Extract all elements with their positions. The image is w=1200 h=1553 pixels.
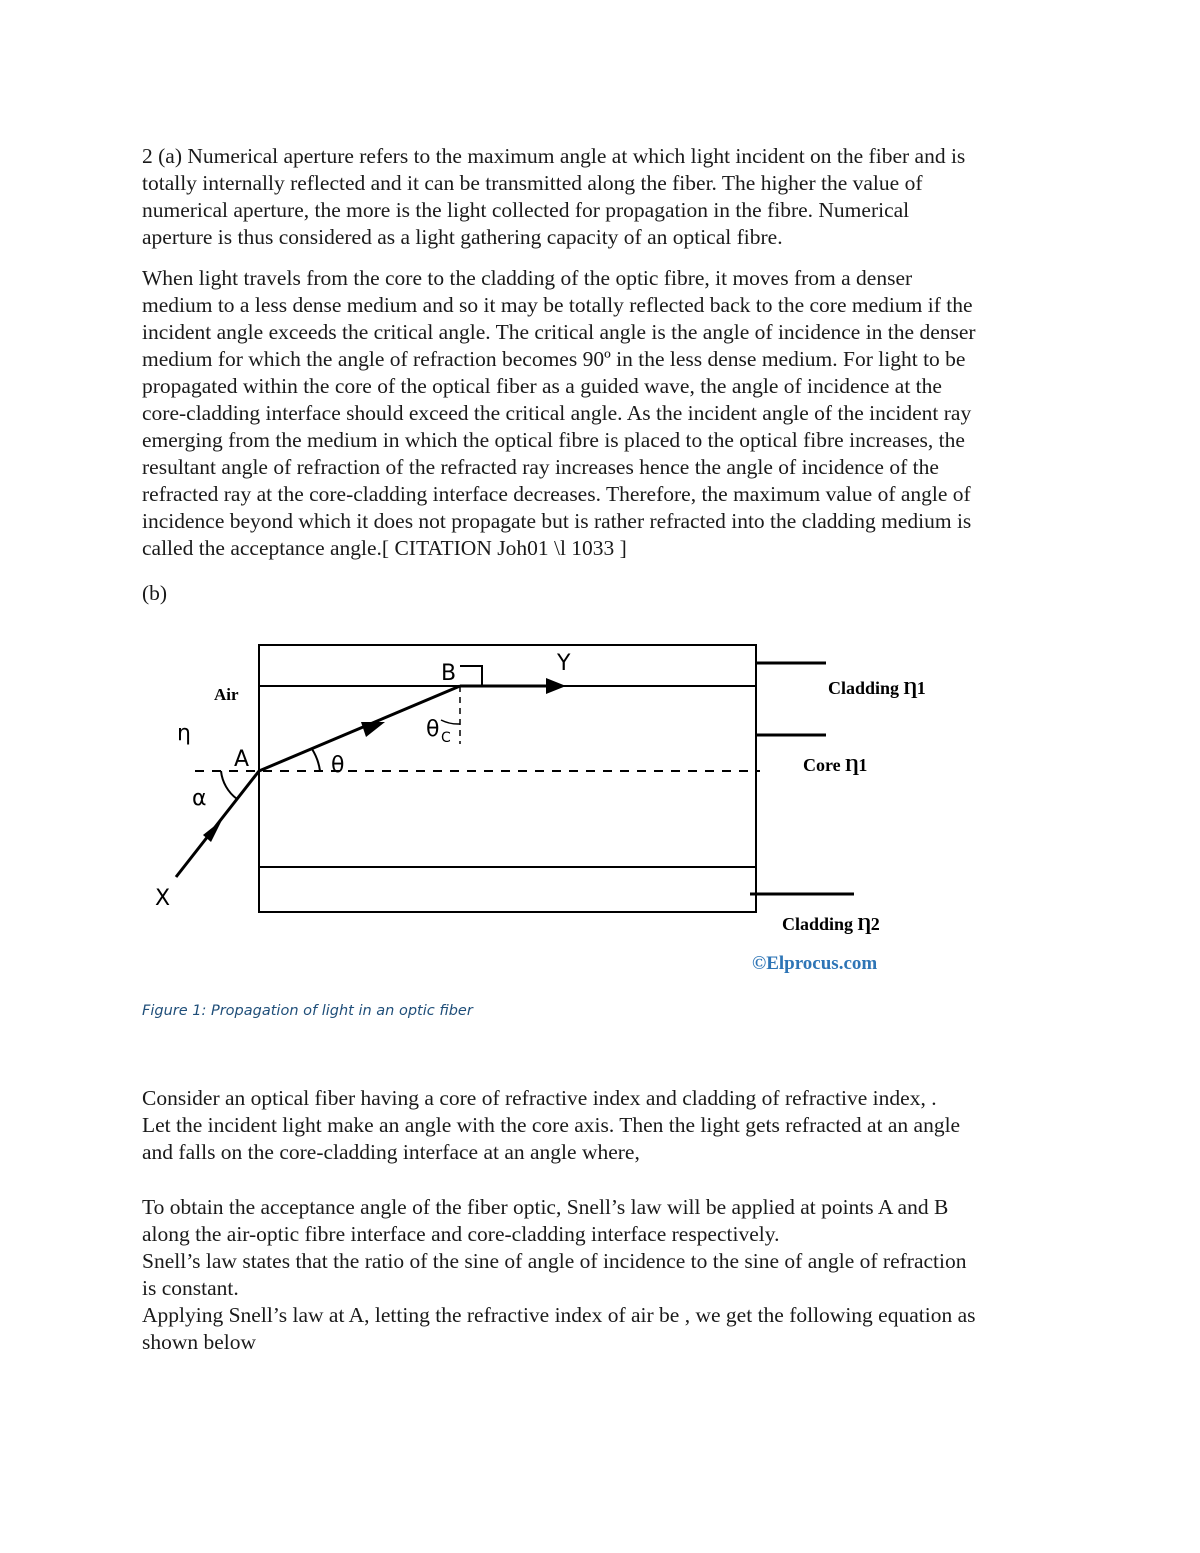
text-line: Consider an optical fiber having a core of refractive index and cladding of refractive index, .: [142, 1086, 937, 1110]
alpha-arc: [221, 771, 237, 799]
text-line: called the acceptance angle.[ CITATION Joh01 \l 1033 ]: [142, 536, 627, 560]
paragraph-consider-fiber: [142, 1085, 1057, 1166]
label-point-y: Y: [557, 651, 571, 676]
text-line: propagated within the core of the optical fiber as a guided wave, the angle of incidence at the: [142, 374, 942, 398]
text-line: medium to a less dense medium and so it may be totally reflected back to the core medium if the: [142, 293, 973, 317]
label-alpha: α: [192, 786, 207, 811]
label-air: Air: [214, 685, 239, 704]
theta-c-arc: [441, 720, 460, 724]
text-line: medium for which the angle of refraction becomes 90º in the less dense medium. For light to be: [142, 347, 966, 371]
text-line: Let the incident light make an angle with the core axis. Then the light gets refracted at an angle: [142, 1113, 961, 1137]
text-line: (b): [142, 581, 168, 605]
label-point-a: A: [234, 747, 250, 772]
text-line: emerging from the medium in which the optical fibre is placed to the optical fibre increases, the: [142, 428, 965, 452]
text-line: core-cladding interface should exceed the critical angle. As the incident angle of the incident ray: [142, 401, 972, 425]
label-point-b: B: [441, 661, 457, 686]
text-line: incident angle exceeds the critical angle. The critical angle is the angle of incidence in the denser: [142, 320, 976, 344]
text-line: Applying Snell’s law at A, letting the refractive index of air be , we get the following equation as: [142, 1303, 976, 1327]
text-line: and falls on the core-cladding interface at an angle where,: [142, 1140, 640, 1164]
label-point-x: X: [155, 886, 171, 911]
text-line: is constant.: [142, 1276, 239, 1300]
text-line: resultant angle of refraction of the refracted ray increases hence the angle of incidence of the: [142, 455, 939, 479]
label-theta-c: θ: [426, 717, 440, 742]
label-theta-c-subscript: C: [441, 730, 451, 746]
figure-caption: Figure 1: Propagation of light in an optic fiber: [142, 1003, 473, 1019]
text-line: along the air-optic fibre interface and core-cladding interface respectively.: [142, 1222, 780, 1246]
label-core-1: Core Ƞ1: [803, 755, 868, 775]
text-line: When light travels from the core to the cladding of the optic fibre, it moves from a denser: [142, 266, 913, 290]
label-eta: η: [177, 721, 191, 746]
text-line: Snell’s law states that the ratio of the sine of angle of incidence to the sine of angle of refraction: [142, 1249, 967, 1273]
text-line: refracted ray at the core-cladding interface decreases. Therefore, the maximum value of angle of: [142, 482, 971, 506]
text-line: 2 (a) Numerical aperture refers to the maximum angle at which light incident on the fiber and is: [142, 144, 966, 168]
text-line: shown below: [142, 1330, 257, 1354]
text-line: To obtain the acceptance angle of the fiber optic, Snell’s law will be applied at points A and B: [142, 1195, 949, 1219]
label-cladding-1: Cladding Ƞ1: [828, 678, 926, 698]
text-line: aperture is thus considered as a light gathering capacity of an optical fibre.: [142, 225, 783, 249]
text-line: totally internally reflected and it can be transmitted along the fiber. The higher the value of: [142, 171, 923, 195]
label-cladding-2: Cladding Ƞ2: [782, 914, 880, 934]
text-line: numerical aperture, the more is the light collected for propagation in the fibre. Numerical: [142, 198, 910, 222]
paragraph-snells-law: [142, 1194, 1057, 1356]
theta-arc: [312, 749, 320, 771]
label-credit: ©Elprocus.com: [752, 953, 878, 974]
label-theta: θ: [331, 753, 345, 778]
interface-arrowhead: [546, 678, 566, 694]
refracted-arrowhead: [361, 722, 385, 737]
text-line: incidence beyond which it does not propagate but is rather refracted into the cladding medium is: [142, 509, 972, 533]
right-angle-mark: [460, 666, 482, 686]
